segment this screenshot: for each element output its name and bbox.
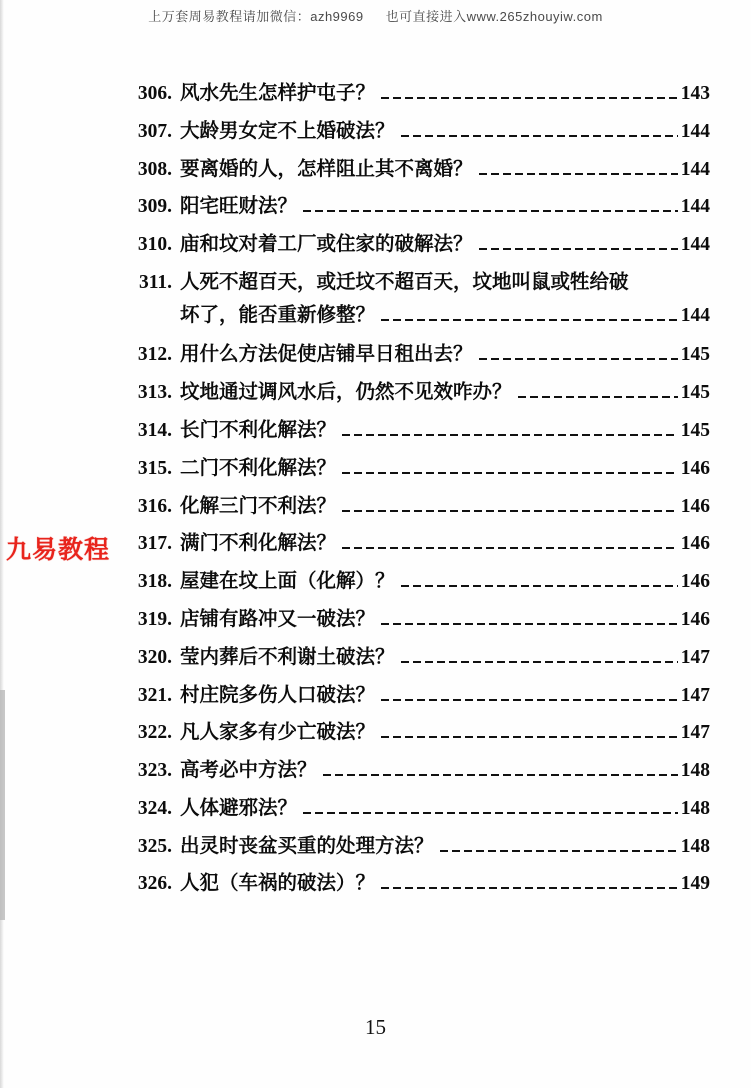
toc-entry-title: 高考必中方法？ bbox=[180, 760, 317, 782]
toc-entry[interactable] bbox=[120, 646, 710, 670]
watermark-wechat-id: azh9969 bbox=[310, 9, 364, 24]
toc-entry-title: 化解三门不利法？ bbox=[180, 495, 337, 517]
toc-entry-title: 坟地通过调风水后，仍然不见效咋办？ bbox=[180, 382, 512, 404]
toc-entry[interactable] bbox=[120, 120, 710, 144]
toc-entry[interactable] bbox=[120, 82, 710, 106]
toc-leader-dashes bbox=[479, 358, 678, 360]
toc-leader-dashes bbox=[342, 434, 678, 436]
toc-entry-title-line2: 坏了，能否重新修整？ bbox=[180, 304, 376, 326]
toc-entry-title: 大龄男女定不上婚破法？ bbox=[180, 120, 395, 142]
toc-entry-page: 144 bbox=[680, 196, 710, 218]
toc-leader-dashes bbox=[323, 774, 678, 776]
toc-entry-number: 318. bbox=[137, 571, 172, 593]
toc-leader-dashes bbox=[342, 547, 678, 549]
toc-entry-number: 319. bbox=[137, 608, 172, 630]
toc-leader-dashes bbox=[401, 135, 678, 137]
scan-edge-dark-artifact bbox=[0, 690, 5, 920]
toc-entry-title: 人犯（车祸的破法）？ bbox=[180, 873, 376, 895]
toc-leader-dashes bbox=[381, 623, 678, 625]
toc-entry-page: 148 bbox=[680, 797, 710, 819]
toc-entry-page: 146 bbox=[680, 533, 710, 555]
toc-entry-title: 二门不利化解法？ bbox=[180, 457, 337, 479]
toc-leader-dashes bbox=[381, 736, 678, 738]
toc-entry[interactable] bbox=[120, 195, 710, 219]
toc-entry-number: 317. bbox=[137, 533, 172, 555]
toc-entry-title: 要离婚的人，怎样阻止其不离婚？ bbox=[180, 158, 473, 180]
toc-leader-dashes bbox=[479, 248, 678, 250]
toc-entry-number: 310. bbox=[137, 234, 172, 256]
toc-entry-number: 315. bbox=[137, 457, 172, 479]
page-number: 15 bbox=[365, 1015, 386, 1039]
toc-leader-dashes bbox=[401, 661, 678, 663]
toc-entry[interactable] bbox=[120, 532, 710, 556]
toc-entry-page: 145 bbox=[680, 382, 710, 404]
toc-entry-title: 莹内葬后不利谢土破法？ bbox=[180, 646, 395, 668]
toc-entry[interactable] bbox=[120, 570, 710, 594]
toc-leader-dashes bbox=[303, 812, 678, 814]
toc-leader-dashes bbox=[381, 97, 678, 99]
toc-entry-number: 322. bbox=[137, 722, 172, 744]
toc-entry-page: 144 bbox=[680, 234, 710, 256]
toc-entry[interactable] bbox=[120, 608, 710, 632]
toc-entry-page: 145 bbox=[680, 420, 710, 442]
table-of-contents bbox=[120, 82, 710, 910]
toc-entry[interactable] bbox=[120, 457, 710, 481]
toc-entry-number: 312. bbox=[137, 344, 172, 366]
toc-entry-number: 320. bbox=[137, 646, 172, 668]
toc-entry[interactable] bbox=[120, 797, 710, 821]
toc-entry-title: 人体避邪法？ bbox=[180, 797, 298, 819]
toc-entry[interactable] bbox=[120, 233, 710, 257]
toc-entry[interactable] bbox=[120, 835, 710, 859]
toc-entry[interactable] bbox=[120, 419, 710, 443]
toc-entry[interactable] bbox=[120, 271, 710, 328]
toc-entry-page: 147 bbox=[680, 684, 710, 706]
toc-entry-title: 庙和坟对着工厂或住家的破解法？ bbox=[180, 234, 473, 256]
toc-entry-page: 146 bbox=[680, 571, 710, 593]
toc-leader-dashes bbox=[479, 173, 678, 175]
toc-entry-title: 用什么方法促使店铺早日租出去？ bbox=[180, 344, 473, 366]
top-watermark-banner bbox=[0, 6, 751, 25]
scan-edge-artifact bbox=[0, 0, 4, 1088]
toc-leader-dashes bbox=[303, 210, 678, 212]
toc-leader-dashes bbox=[381, 319, 678, 321]
toc-entry-number: 325. bbox=[137, 835, 172, 857]
toc-entry-page: 144 bbox=[680, 304, 710, 326]
watermark-text-right: 也可直接进入www.265zhouyiw.com bbox=[385, 9, 603, 24]
toc-entry-number: 309. bbox=[137, 196, 172, 218]
toc-entry-number: 313. bbox=[137, 382, 172, 404]
toc-entry-title: 凡人家多有少亡破法？ bbox=[180, 722, 376, 744]
toc-entry-title: 阳宅旺财法？ bbox=[180, 196, 298, 218]
toc-entry-title: 满门不利化解法？ bbox=[180, 533, 337, 555]
toc-entry-title: 风水先生怎样护屯子？ bbox=[180, 83, 376, 104]
toc-entry-number: 314. bbox=[137, 420, 172, 442]
toc-entry-page: 144 bbox=[680, 120, 710, 142]
toc-leader-dashes bbox=[381, 699, 678, 701]
toc-entry-page: 146 bbox=[680, 495, 710, 517]
toc-entry-number: 306. bbox=[137, 83, 172, 104]
toc-leader-dashes bbox=[518, 396, 678, 398]
toc-entry[interactable] bbox=[120, 684, 710, 708]
toc-entry-number: 316. bbox=[137, 495, 172, 517]
toc-entry[interactable] bbox=[120, 721, 710, 745]
toc-entry[interactable] bbox=[120, 495, 710, 519]
toc-entry-title: 屋建在坟上面（化解）？ bbox=[180, 571, 395, 593]
toc-leader-dashes bbox=[440, 850, 678, 852]
toc-entry-page: 148 bbox=[680, 835, 710, 857]
toc-entry-number: 311. bbox=[138, 271, 172, 293]
toc-entry-page: 146 bbox=[680, 608, 710, 630]
toc-leader-dashes bbox=[401, 585, 678, 587]
toc-entry[interactable] bbox=[120, 759, 710, 783]
toc-entry[interactable] bbox=[120, 872, 710, 896]
toc-entry-page: 145 bbox=[680, 344, 710, 366]
toc-entry-page: 149 bbox=[680, 873, 710, 895]
watermark-text-left: 上万套周易教程请加微信： bbox=[148, 9, 311, 24]
toc-entry[interactable] bbox=[120, 158, 710, 182]
toc-entry-number: 324. bbox=[137, 797, 172, 819]
toc-entry[interactable] bbox=[120, 343, 710, 367]
brand-watermark: 九易教程 bbox=[6, 536, 111, 564]
toc-entry-page: 146 bbox=[680, 457, 710, 479]
toc-entry-page: 148 bbox=[680, 760, 710, 782]
toc-leader-dashes bbox=[381, 887, 678, 889]
toc-entry-number: 326. bbox=[137, 873, 172, 895]
toc-entry-number: 321. bbox=[137, 684, 172, 706]
toc-entry[interactable] bbox=[120, 381, 710, 405]
toc-entry-page: 147 bbox=[680, 646, 710, 668]
toc-entry-page: 144 bbox=[680, 158, 710, 180]
toc-entry-page: 143 bbox=[680, 83, 710, 104]
toc-entry-title: 出灵时丧盆买重的处理方法？ bbox=[180, 835, 434, 857]
toc-leader-dashes bbox=[342, 472, 678, 474]
toc-entry-title: 店铺有路冲又一破法？ bbox=[180, 608, 376, 630]
toc-entry-title: 村庄院多伤人口破法？ bbox=[180, 684, 376, 706]
toc-entry-title: 长门不利化解法？ bbox=[180, 420, 337, 442]
toc-entry-title-line1: 人死不超百天，或迁坟不超百天，坟地叫鼠或牲给破 bbox=[180, 271, 629, 293]
toc-leader-dashes bbox=[342, 510, 678, 512]
toc-entry-number: 307. bbox=[137, 120, 172, 142]
toc-entry-number: 308. bbox=[137, 158, 172, 180]
toc-entry-page: 147 bbox=[680, 722, 710, 744]
toc-entry-number: 323. bbox=[137, 760, 172, 782]
